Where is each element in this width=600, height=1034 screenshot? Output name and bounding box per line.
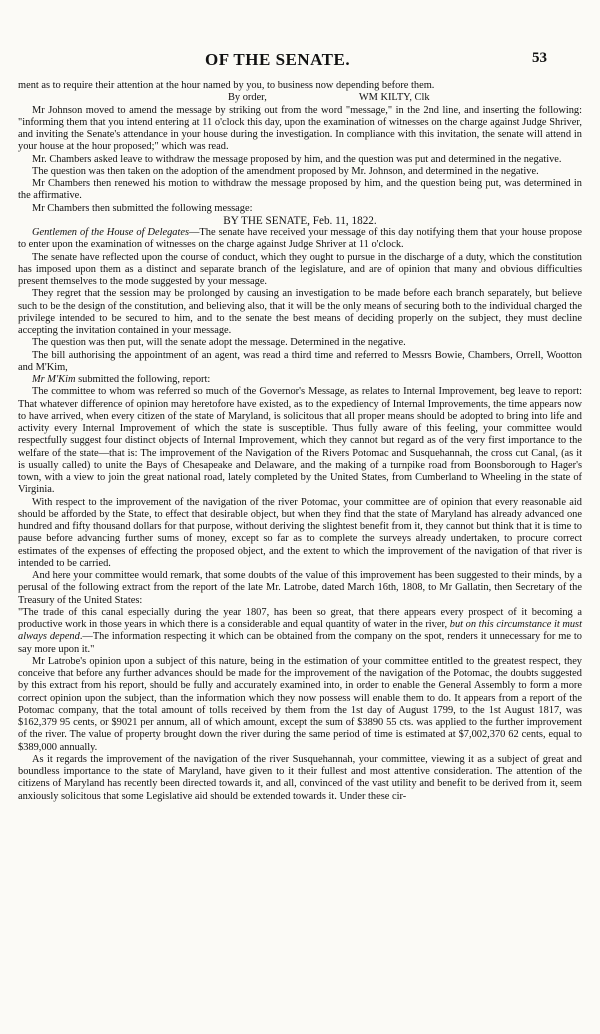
paragraph: Mr Chambers then renewed his motion to withdraw the message proposed by him, and the question being put, was determined in the affirmative. <box>18 178 582 202</box>
salutation: Gentlemen of the House of Delegates <box>32 227 190 238</box>
paragraph: With respect to the improvement of the navigation of the river Potomac, your committee are of opinion that every reasonable aid should be afforded by the State, to effect that desirable object, but when they find that the state of Maryland has already advanced one hundred and fifty thousand dollars for that purpose, without deriving the slightest benefit from it, they cannot but think that it is time to pause before advancing further sums of money, except so far as to complete the surveys already undertaken, to procure correct estimates of the expenses of effecting the proposed object, and the extent to which the improvement of the navigation of that river is intended to be carried. <box>18 496 582 569</box>
clerk-signature: WM KILTY, Clk <box>358 92 430 104</box>
salutation-paragraph <box>18 227 582 252</box>
body-text <box>18 80 582 803</box>
paragraph: As it regards the improvement of the navigation of the river Susquehannah, your committee, viewing it as a subject of great and boundless importance to the state of Maryland, have given to it their fullest and most attentive consideration. The attention of the citizens of Maryland has recently been directed towards it, and all, convinced of the vast utility and benefit to be derived from it, seem anxiously solicitous that some Legislative aid should be extended towards it. Under these cir- <box>18 753 582 802</box>
signature-line <box>18 92 582 104</box>
running-title: OF THE SENATE. <box>205 50 351 69</box>
paragraph: Mr Johnson moved to amend the message by striking out from the word "message," in the 2nd line, and inserting the following: "informing them that you intend entering at 11 o'clock this day, upon the examination of witnesses on the charge against Judge Shriver, and inviting the Senate's attendance in your house during the investigation. In compliance with this invitation, the senate will attend in your house at the hour proposed;" which was read. <box>18 104 582 153</box>
paragraph: Mr Chambers then submitted the following message: <box>32 202 253 214</box>
paragraph: They regret that the session may be prolonged by causing an investigation to be made before each branch separately, but believe such to be the design of the constitution, and believing also, that it will be the only means of securing both to the individual charged the privilege intended to be secured to him, and to the senate the best means of deciding properly on the subject, they must decline accepting the invitation contained in your message. <box>18 288 582 336</box>
by-order: By order, <box>228 92 267 104</box>
paragraph: The committee to whom was referred so much of the Governor's Message, as relates to Internal Improvement, beg leave to report: That whatever difference of opinion may heretofore have existed, as to the expediency of Internal Improvements, the time appears now to have arrived, when every citizen of the state of Maryland, is solicitous that all proper means should be adopted to bring into life and activity every Internal Improvement of which the state is susceptible. Thus fully aware of this feeling, your committee would respectfully suggest four distinct objects of Internal Improvement, which they cannot but regard as of the very first importance to the welfare of the state—that is: The improvement of the Navigation of the Rivers Potomac and Susquehannah, the cross cut Canal, (as it is usually called) to unite the Bays of Chesapeake and Delaware, and the making of a turnpike road from Boonsborough to Hager's town, with a view to join the great national road, lately completed by the United States, from Cumberland to Wheeling in the state of Virginia. <box>18 386 582 496</box>
message-heading: BY THE SENATE, Feb. 11, 1822. <box>223 214 377 227</box>
mckim-name: Mr M'Kim <box>32 374 76 385</box>
quotation-italic: but on this circumstance it must always depend <box>18 619 582 643</box>
paragraph: And here your committee would remark, that some doubts of the value of this improvement has been suggested to their minds, by a perusal of the following extract from the report of the late Mr. Latrobe, dated March 16th, 1808, to Mr Gallatin, then Secretary of the Treasury of the United States: <box>18 570 582 606</box>
page-header <box>0 50 600 72</box>
quotation-end: .—The information respecting it which can be obtained from the company on the spot, renders it unnecessary for me to say more upon it." <box>18 631 582 655</box>
mckim-text: submitted the following, report: <box>75 374 211 385</box>
paragraph: ment as to require their attention at the hour named by you, to business now depending before them. <box>18 80 435 91</box>
salutation-text: —The senate have received your message of this day notifying them that your house propose to enter upon the examination of witnesses on the charge against Judge Shriver at 11 o'clock. <box>18 227 583 251</box>
page-number: 53 <box>532 50 547 66</box>
paragraph: The bill authorising the appointment of an agent, was read a third time and referred to Messrs Bowie, Chambers, Orrell, Wootton and M'Kim, <box>18 349 582 373</box>
paragraph: Mr Latrobe's opinion upon a subject of this nature, being in the estimation of your committee entitled to the greatest respect, they conceive that before any further advances should be made for the improvement of the navigation of the Potomac, the doubts suggested by this extract from his report, should be fully and accurately examined into, in order to enable the General Assembly to form a more correct opinion upon the subject, than the information which they now possess will enable them to do. It appears from a report of the Potomac company, that the total amount of tolls received by them from the 1st day of August 1799, to the 1st August 1817, was $162,379 95 cents, or $9021 per annum, all of which amount, except the sum of $3890 55 cts. was applied to the further improvement of the river. The value of property brought down the river during the same period of time is estimated at $7,002,370 62 cents, equal to $389,000 annually. <box>18 655 582 753</box>
paragraph: The question was then put, will the senate adopt the message. Determined in the negative. <box>32 337 406 349</box>
paragraph: The senate have reflected upon the course of conduct, which they ought to pursue in the discharge of a duty, which the constitution has imposed upon them as a distinct and separate branch of the legislature, and are of opinion that many and obvious difficulties present themselves to the mode suggested by your message. <box>18 251 582 287</box>
quotation-start: "The trade of this canal especially during the year 1807, has been so great, that there appears every prospect of it becoming a productive work in those years in which there is a considerable and equal quantity of water in the river, <box>18 606 582 630</box>
paragraph: Mr. Chambers asked leave to withdraw the message proposed by him, and the question was put and determined in the negative. <box>32 153 562 165</box>
quotation-paragraph <box>18 607 582 656</box>
paragraph: The question was then taken on the adoption of the amendment proposed by Mr. Johnson, and determined in the negative. <box>32 165 539 177</box>
mckim-paragraph <box>18 374 582 386</box>
